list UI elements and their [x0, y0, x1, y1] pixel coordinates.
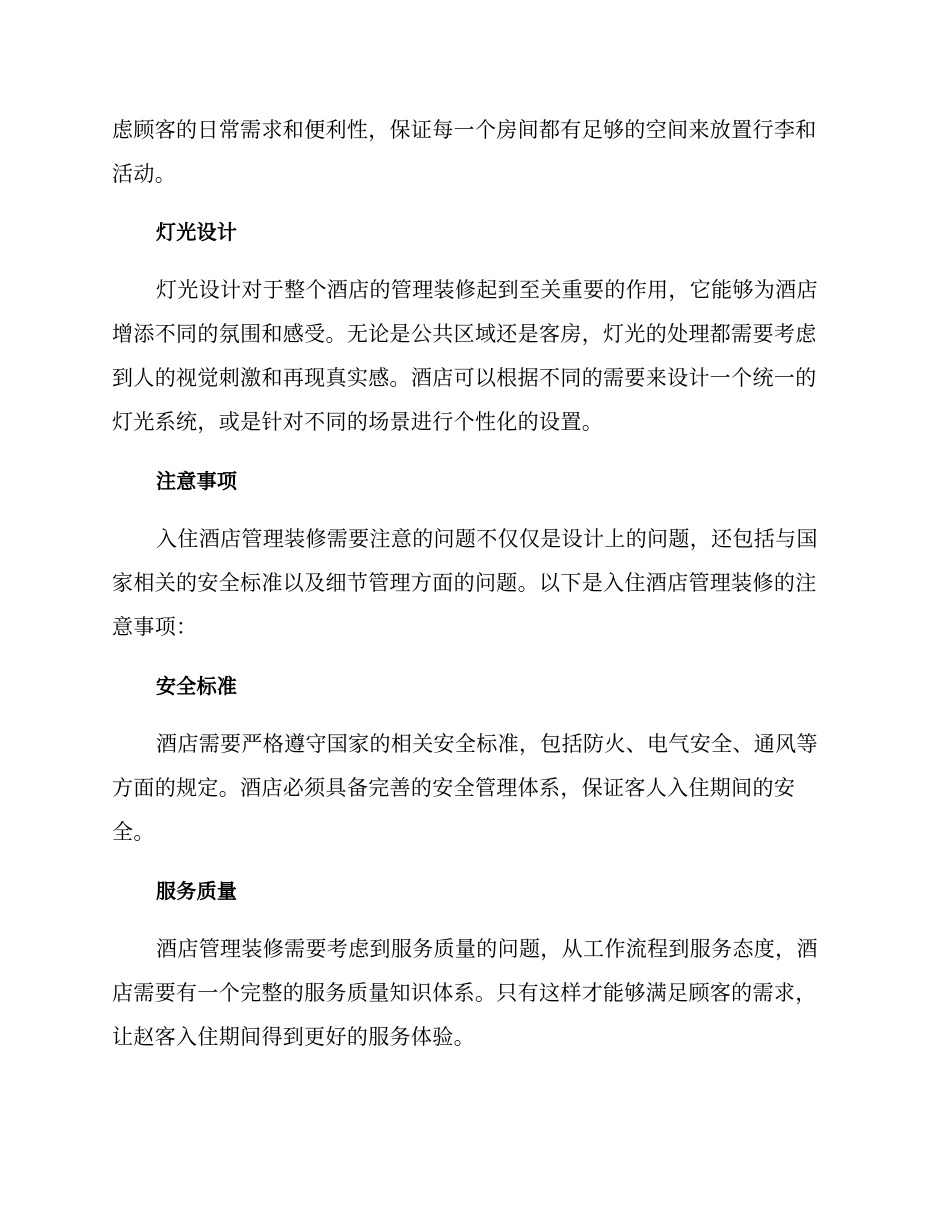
paragraph-line: 活动。	[112, 162, 177, 186]
paragraph-line: 灯光设计对于整个酒店的管理装修起到至关重要的作用，它能够为酒店	[156, 278, 818, 302]
paragraph-line: 让赵客入住期间得到更好的服务体验。	[112, 1025, 475, 1049]
paragraph-line: 入住酒店管理装修需要注意的问题不仅仅是设计上的问题，还包括与国	[156, 527, 818, 551]
paragraph-line: 店需要有一个完整的服务质量知识体系。只有这样才能够满足顾客的需求，	[112, 981, 817, 1005]
paragraph-line: 到人的视觉刺激和再现真实感。酒店可以根据不同的需要来设计一个统一的	[112, 366, 817, 390]
paragraph-line: 灯光系统，或是针对不同的场景进行个性化的设置。	[112, 410, 604, 434]
paragraph-line: 酒店管理装修需要考虑到服务质量的问题，从工作流程到服务态度，酒	[156, 937, 818, 961]
paragraph-line: 虑顾客的日常需求和便利性，保证每一个房间都有足够的空间来放置行李和	[112, 118, 817, 142]
section-heading: 安全标准	[156, 674, 238, 698]
paragraph-line: 增添不同的氛围和感受。无论是公共区域还是客房，灯光的处理都需要考虑	[112, 322, 817, 346]
section-heading: 灯光设计	[156, 220, 238, 244]
paragraph-line: 方面的规定。酒店必须具备完善的安全管理体系，保证客人入住期间的安	[112, 776, 796, 800]
section-heading: 注意事项	[156, 469, 238, 493]
paragraph-line: 全。	[112, 820, 155, 844]
paragraph-line: 家相关的安全标准以及细节管理方面的问题。以下是入住酒店管理装修的注	[112, 571, 817, 595]
section-heading: 服务质量	[156, 879, 238, 903]
paragraph-line: 意事项：	[112, 615, 198, 639]
paragraph-line: 酒店需要严格遵守国家的相关安全标准，包括防火、电气安全、通风等	[156, 732, 818, 756]
